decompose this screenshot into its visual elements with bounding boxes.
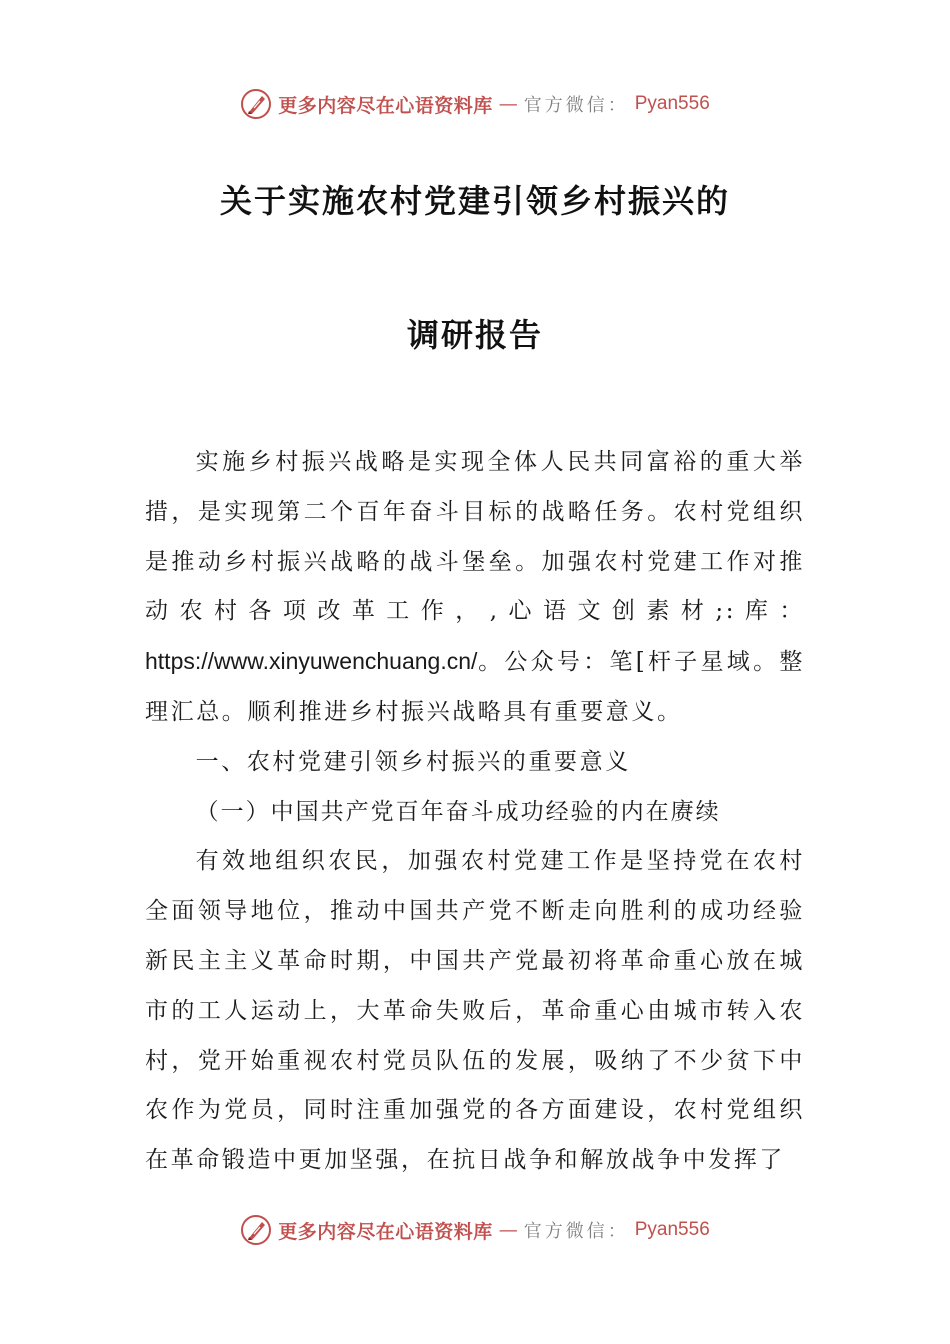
paragraph-intro: [145, 438, 805, 738]
banner-wechat-id: Pyan556: [634, 1219, 710, 1240]
paragraph-intro-text: 实施乡村振兴战略是实现全体人民共同富裕的重大举措，是实现第二个百年奋斗目标的战略任务。农村党组织是推动乡村振兴战略的战斗堡垒。加强农村党建工作对推动农村各项改革工作，,心语文创素材;:库：: [145, 449, 805, 625]
banner-sub-text: 官方微信：: [523, 1221, 629, 1242]
banner-content: [240, 1214, 710, 1246]
paragraph-intro-tail: 。公众号：笔[杆子星域。整理汇总。顺利推进乡村振兴战略具有重要意义。: [145, 649, 805, 725]
subsection-heading-1: （一）中国共产党百年奋斗成功经验的内在赓续: [195, 798, 721, 825]
banner-main-text: 更多内容尽在心语资料库: [278, 94, 493, 117]
banner-separator: —: [498, 93, 518, 115]
website-link[interactable]: https://www.xinyuwenchuang.cn/: [145, 648, 478, 675]
document-title-line-1: 关于实施农村党建引领乡村振兴的: [219, 182, 730, 220]
quill-logo-icon: [240, 1214, 272, 1246]
banner-main-text: 更多内容尽在心语资料库: [278, 1220, 493, 1243]
banner-content: [240, 88, 710, 120]
paragraph-2: 有效地组织农民，加强农村党建工作是坚持党在农村全面领导地位，推动中国共产党不断走向胜利的成功经验新民主主义革命时期，中国共产党最初将革命重心放在城市的工人运动上，大革命失败后，革命重心由城市转入农村，党开始重视农村党员队伍的发展，吸纳了不少贫下中农作为党员，同时注重加强党的各方面建设，农村党组织在革命锻造中更加坚强，在抗日战争和解放战争中发挥了: [145, 848, 805, 1174]
banner-wechat-id: Pyan556: [634, 93, 710, 114]
header-watermark-banner: [0, 84, 950, 124]
banner-sub-text: 官方微信：: [523, 95, 629, 116]
document-body: [145, 438, 805, 1186]
footer-watermark-banner: [0, 1210, 950, 1250]
banner-separator: —: [498, 1219, 518, 1241]
quill-logo-icon: [240, 88, 272, 120]
document-title-line-2: 调研报告: [406, 316, 543, 354]
section-heading-1: 一、农村党建引领乡村振兴的重要意义: [195, 748, 631, 775]
